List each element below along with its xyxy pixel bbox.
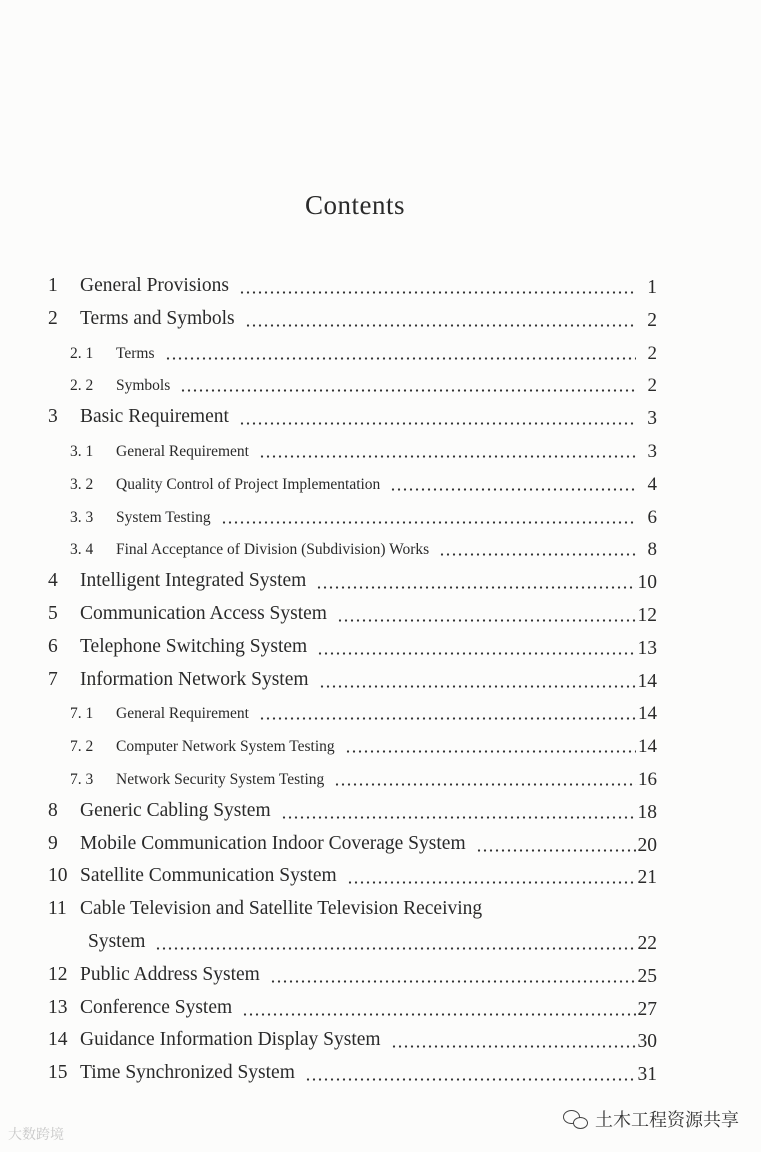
toc-entry-page: 14: [638, 703, 657, 725]
toc-entry: [0, 1057, 761, 1090]
leader-dots: [390, 488, 636, 491]
toc-entry-number: 5: [48, 603, 58, 624]
leader-dots: [316, 586, 636, 589]
toc-entry: [0, 467, 761, 500]
toc-entry-page: 18: [637, 801, 657, 823]
toc-entry-number: 3. 1: [70, 443, 94, 460]
toc-entry-page: 31: [637, 1064, 657, 1086]
toc-entry-title: Satellite Communication System: [80, 865, 337, 887]
toc-entry-page: 14: [638, 736, 657, 758]
toc-entry-title: General Provisions: [80, 275, 229, 296]
toc-entry-number: 8: [48, 799, 58, 821]
toc-entry: [0, 762, 761, 795]
toc-entry-title: System Testing: [116, 508, 211, 526]
toc-entry-page: 25: [637, 965, 657, 987]
leader-dots: [270, 980, 636, 983]
toc-entry-page: 8: [647, 539, 657, 561]
toc-entry: [0, 500, 761, 533]
toc-entry-number: 7: [48, 668, 58, 690]
toc-entry-title: Intelligent Integrated System: [80, 570, 307, 592]
toc-entry-number: 7. 1: [70, 705, 94, 723]
leader-dots: [319, 685, 636, 688]
wechat-caption: [563, 1106, 739, 1132]
watermark-caption: 大数跨境: [8, 1127, 64, 1143]
leader-dots: [239, 422, 636, 425]
toc-entry-title: General Requirement: [116, 443, 249, 460]
toc-entry-page: 1: [647, 277, 657, 298]
toc-entry-title: Telephone Switching System: [80, 635, 308, 657]
toc-entry: [0, 434, 761, 467]
toc-entry: [0, 1024, 761, 1057]
toc-entry-number: 3. 4: [70, 541, 94, 559]
toc-entry: [0, 729, 761, 762]
leader-dots: [155, 947, 636, 950]
toc-entry: [0, 926, 761, 959]
toc-entry: [0, 598, 761, 631]
toc-entry-number: 2. 2: [70, 377, 94, 395]
leader-dots: [439, 553, 636, 556]
toc-entry-page: 4: [647, 473, 657, 495]
toc-entry-number: 2. 1: [70, 344, 94, 362]
toc-entry-number: 4: [48, 570, 58, 592]
toc-entry-number: 3. 2: [70, 475, 94, 493]
toc-entry-title: Terms and Symbols: [80, 307, 235, 329]
toc-entry-title: Final Acceptance of Division (Subdivision) Works: [116, 541, 430, 559]
toc-entry-page: 27: [637, 998, 657, 1020]
toc-entry-page: 2: [647, 309, 657, 331]
toc-entry-title: Information Network System: [80, 668, 309, 690]
leader-dots: [391, 1045, 636, 1048]
leader-dots: [337, 619, 636, 622]
toc-entry-title: Network Security System Testing: [116, 771, 325, 788]
toc-entry: [0, 368, 761, 401]
toc-entry-number: 13: [48, 996, 68, 1018]
toc-entry-number: 6: [48, 635, 58, 657]
toc-entry-number: 11: [48, 898, 67, 920]
leader-dots: [180, 389, 636, 392]
toc-entry-number: 1: [48, 275, 58, 296]
leader-dots: [242, 1013, 636, 1016]
toc-entry-page: 3: [647, 441, 657, 462]
toc-entry-number: 12: [48, 963, 68, 985]
toc-entry: [0, 303, 761, 336]
toc-entry-number: 3: [48, 406, 58, 428]
toc-entry-number: 9: [48, 832, 58, 854]
toc-entry-number: 2: [48, 307, 58, 329]
toc-entry: [0, 795, 761, 828]
toc-entry-number: 3. 3: [70, 508, 94, 526]
toc-entry-title: Public Address System: [80, 963, 260, 985]
toc-entry-title: Time Synchronized System: [80, 1062, 295, 1084]
wechat-caption-text: 土木工程资源共享: [595, 1110, 739, 1131]
toc-entry-page: 2: [647, 375, 657, 397]
toc-entry: [0, 828, 761, 861]
toc-entry-page: 13: [637, 637, 657, 659]
toc-entry-number: 14: [48, 1029, 68, 1051]
toc-entry-page: 6: [647, 506, 657, 528]
toc-entry: [0, 270, 761, 303]
leader-dots: [259, 717, 636, 720]
leader-dots: [345, 750, 636, 753]
leader-dots: [476, 849, 636, 852]
toc-entry-title: Symbols: [116, 377, 171, 395]
toc-entry: [0, 992, 761, 1025]
toc-entry: [0, 401, 761, 434]
toc-entry: [0, 893, 761, 926]
toc-entry-page: 12: [637, 605, 657, 626]
toc-entry-title: System: [88, 931, 146, 952]
toc-entry: [0, 532, 761, 565]
toc-entry-title: Generic Cabling System: [80, 799, 271, 821]
toc-entry-page: 22: [637, 933, 657, 954]
toc-entry-number: 15: [48, 1062, 68, 1084]
toc-entry-number: 10: [48, 865, 68, 887]
leader-dots: [221, 521, 636, 524]
toc-entry-title: Communication Access System: [80, 603, 327, 624]
toc-entry-page: 10: [637, 572, 657, 594]
toc-entry-title: Basic Requirement: [80, 406, 229, 428]
toc-entry-page: 3: [647, 408, 657, 430]
leader-dots: [281, 816, 636, 819]
toc-entry-title: Conference System: [80, 996, 233, 1018]
toc-entry-title: Guidance Information Display System: [80, 1029, 381, 1051]
toc-entry-page: 30: [637, 1031, 657, 1053]
leader-dots: [347, 881, 636, 884]
toc-entry-title: General Requirement: [116, 705, 249, 723]
leader-dots: [317, 652, 636, 655]
toc-entry-title: Mobile Communication Indoor Coverage System: [80, 832, 466, 854]
toc-entry: [0, 631, 761, 664]
wechat-icon: [563, 1109, 589, 1129]
leader-dots: [245, 324, 636, 327]
toc-entry-title: Cable Television and Satellite Television Receiving: [80, 898, 483, 920]
toc-entry-title: Computer Network System Testing: [116, 738, 335, 756]
toc-entry: [0, 959, 761, 992]
leader-dots: [259, 455, 636, 458]
toc-entry-page: 20: [637, 834, 657, 856]
toc-entry-number: 7. 3: [70, 771, 94, 788]
toc-entry-number: 7. 2: [70, 738, 94, 756]
leader-dots: [239, 291, 636, 294]
toc-entry-title: Quality Control of Project Implementation: [116, 475, 381, 493]
toc-entry: [0, 336, 761, 369]
toc-entry-page: 2: [647, 342, 657, 364]
leader-dots: [305, 1078, 636, 1081]
toc-entry: [0, 696, 761, 729]
leader-dots: [165, 357, 636, 360]
toc-entry: [0, 664, 761, 697]
toc-entry-page: 14: [637, 670, 657, 692]
toc-entry-page: 21: [637, 867, 657, 889]
toc-entry-page: 16: [638, 769, 657, 790]
leader-dots: [334, 783, 636, 786]
toc-entry-title: Terms: [116, 344, 155, 362]
toc-entry: [0, 565, 761, 598]
toc-entry: [0, 860, 761, 893]
page-title: Contents: [304, 190, 405, 220]
